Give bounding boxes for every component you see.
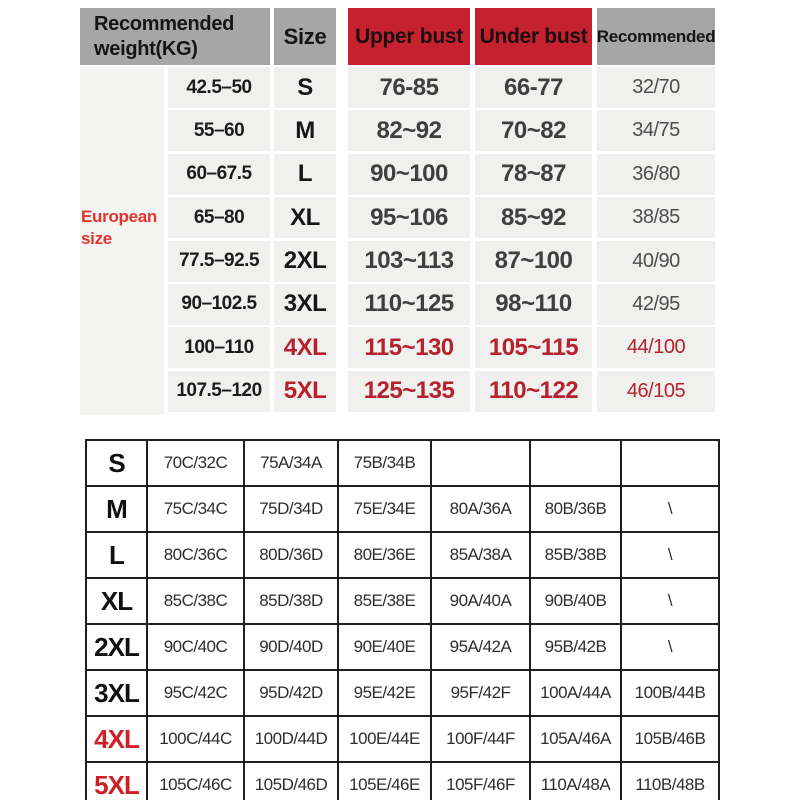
- european-size-label: European size: [81, 207, 158, 249]
- size-label-cell: XL: [86, 578, 147, 624]
- cup-size-table: [85, 439, 720, 800]
- upper-bust-cell: 82~92: [348, 110, 470, 151]
- table-row: [168, 197, 715, 238]
- table-row: [168, 371, 715, 412]
- cup-size-cell: 85D/38D: [244, 578, 338, 624]
- cup-size-cell: \: [621, 624, 719, 670]
- cup-size-cell: 90B/40B: [530, 578, 621, 624]
- cup-size-cell: 75E/34E: [338, 486, 431, 532]
- cup-size-cell: 85B/38B: [530, 532, 621, 578]
- under-bust-cell: 87~100: [475, 241, 592, 282]
- cup-size-cell: \: [621, 486, 719, 532]
- table-row: [168, 110, 715, 151]
- cup-size-cell: 105C/46C: [147, 762, 244, 800]
- upper-bust-cell: 95~106: [348, 197, 470, 238]
- size-label-cell: 5XL: [86, 762, 147, 800]
- upper-bust-cell: 76-85: [348, 67, 470, 108]
- under-bust-cell: 110~122: [475, 371, 592, 412]
- cup-size-cell: 85A/38A: [431, 532, 530, 578]
- cup-size-cell: 105E/46E: [338, 762, 431, 800]
- table-row: [86, 670, 719, 716]
- cup-size-cell: [431, 440, 530, 486]
- cup-size-cell: 90A/40A: [431, 578, 530, 624]
- under-bust-cell: 70~82: [475, 110, 592, 151]
- size-table-body: [80, 67, 715, 412]
- table-row: [168, 241, 715, 282]
- under-bust-cell: 78~87: [475, 154, 592, 195]
- cup-size-cell: [530, 440, 621, 486]
- cup-size-cell: 100B/44B: [621, 670, 719, 716]
- table-row: [168, 154, 715, 195]
- size-label-cell: 3XL: [86, 670, 147, 716]
- cup-size-cell: \: [621, 532, 719, 578]
- size-label-cell: L: [86, 532, 147, 578]
- cup-size-cell: 80B/36B: [530, 486, 621, 532]
- table-row: [86, 716, 719, 762]
- size-cell: M: [274, 110, 336, 151]
- cup-size-cell: 75C/34C: [147, 486, 244, 532]
- table-row: [168, 327, 715, 368]
- recommended-cell: 42/95: [597, 284, 715, 325]
- cup-size-cell: 80D/36D: [244, 532, 338, 578]
- table-row: [86, 762, 719, 800]
- weight-cell: 100–110: [168, 327, 270, 368]
- cup-size-cell: 95C/42C: [147, 670, 244, 716]
- cup-size-cell: 90E/40E: [338, 624, 431, 670]
- size-cell: XL: [274, 197, 336, 238]
- weight-cell: 55–60: [168, 110, 270, 151]
- size-cell: L: [274, 154, 336, 195]
- size-cell: 4XL: [274, 327, 336, 368]
- cup-size-cell: 110B/48B: [621, 762, 719, 800]
- table-row: [86, 624, 719, 670]
- cup-size-cell: 95E/42E: [338, 670, 431, 716]
- cup-size-cell: 70C/32C: [147, 440, 244, 486]
- recommended-cell: 38/85: [597, 197, 715, 238]
- cup-size-cell: 100E/44E: [338, 716, 431, 762]
- size-label-cell: S: [86, 440, 147, 486]
- european-size-table: [80, 8, 715, 414]
- table-row: [86, 486, 719, 532]
- size-cell: 2XL: [274, 241, 336, 282]
- recommended-cell: 32/70: [597, 67, 715, 108]
- cup-size-cell: 95A/42A: [431, 624, 530, 670]
- header-recommended: Recommended: [597, 8, 715, 65]
- cup-size-cell: 105F/46F: [431, 762, 530, 800]
- size-label-cell: 2XL: [86, 624, 147, 670]
- upper-bust-cell: 125~135: [348, 371, 470, 412]
- upper-bust-cell: 90~100: [348, 154, 470, 195]
- recommended-cell: 34/75: [597, 110, 715, 151]
- header-under-bust: Under bust: [475, 8, 592, 65]
- weight-cell: 77.5–92.5: [168, 241, 270, 282]
- table-row: [86, 440, 719, 486]
- size-cell: S: [274, 67, 336, 108]
- cup-size-cell: 80C/36C: [147, 532, 244, 578]
- under-bust-cell: 85~92: [475, 197, 592, 238]
- size-label-cell: 4XL: [86, 716, 147, 762]
- size-cell: 5XL: [274, 371, 336, 412]
- cup-size-cell: 95B/42B: [530, 624, 621, 670]
- header-recommended-weight: Recommended weight(KG): [80, 8, 270, 65]
- cup-size-cell: [621, 440, 719, 486]
- under-bust-cell: 98~110: [475, 284, 592, 325]
- cup-size-cell: 75D/34D: [244, 486, 338, 532]
- upper-bust-cell: 110~125: [348, 284, 470, 325]
- header-upper-bust: Upper bust: [348, 8, 470, 65]
- size-label-cell: M: [86, 486, 147, 532]
- cup-size-cell: 80A/36A: [431, 486, 530, 532]
- size-table-header-row: [80, 8, 715, 65]
- cup-size-cell: 95F/42F: [431, 670, 530, 716]
- cup-size-cell: 110A/48A: [530, 762, 621, 800]
- cup-size-cell: 85C/38C: [147, 578, 244, 624]
- recommended-cell: 40/90: [597, 241, 715, 282]
- recommended-cell: 46/105: [597, 371, 715, 412]
- header-size: Size: [274, 8, 336, 65]
- cup-size-cell: 75A/34A: [244, 440, 338, 486]
- table-row: [168, 67, 715, 108]
- table-row: [168, 284, 715, 325]
- cup-size-cell: 105D/46D: [244, 762, 338, 800]
- cup-size-cell: 90C/40C: [147, 624, 244, 670]
- cup-size-cell: 100C/44C: [147, 716, 244, 762]
- cup-size-cell: 105B/46B: [621, 716, 719, 762]
- cup-size-cell: 100D/44D: [244, 716, 338, 762]
- under-bust-cell: 105~115: [475, 327, 592, 368]
- weight-cell: 42.5–50: [168, 67, 270, 108]
- european-size-column: [80, 67, 164, 415]
- cup-size-cell: 100F/44F: [431, 716, 530, 762]
- table-row: [86, 532, 719, 578]
- cup-size-cell: \: [621, 578, 719, 624]
- cup-size-cell: 90D/40D: [244, 624, 338, 670]
- recommended-cell: 36/80: [597, 154, 715, 195]
- size-cell: 3XL: [274, 284, 336, 325]
- weight-cell: 65–80: [168, 197, 270, 238]
- recommended-cell: 44/100: [597, 327, 715, 368]
- weight-cell: 60–67.5: [168, 154, 270, 195]
- weight-cell: 107.5–120: [168, 371, 270, 412]
- upper-bust-cell: 103~113: [348, 241, 470, 282]
- table-row: [86, 578, 719, 624]
- under-bust-cell: 66-77: [475, 67, 592, 108]
- cup-size-cell: 75B/34B: [338, 440, 431, 486]
- cup-size-cell: 100A/44A: [530, 670, 621, 716]
- upper-bust-cell: 115~130: [348, 327, 470, 368]
- cup-size-cell: 85E/38E: [338, 578, 431, 624]
- weight-cell: 90–102.5: [168, 284, 270, 325]
- cup-size-cell: 105A/46A: [530, 716, 621, 762]
- cup-size-cell: 80E/36E: [338, 532, 431, 578]
- cup-size-cell: 95D/42D: [244, 670, 338, 716]
